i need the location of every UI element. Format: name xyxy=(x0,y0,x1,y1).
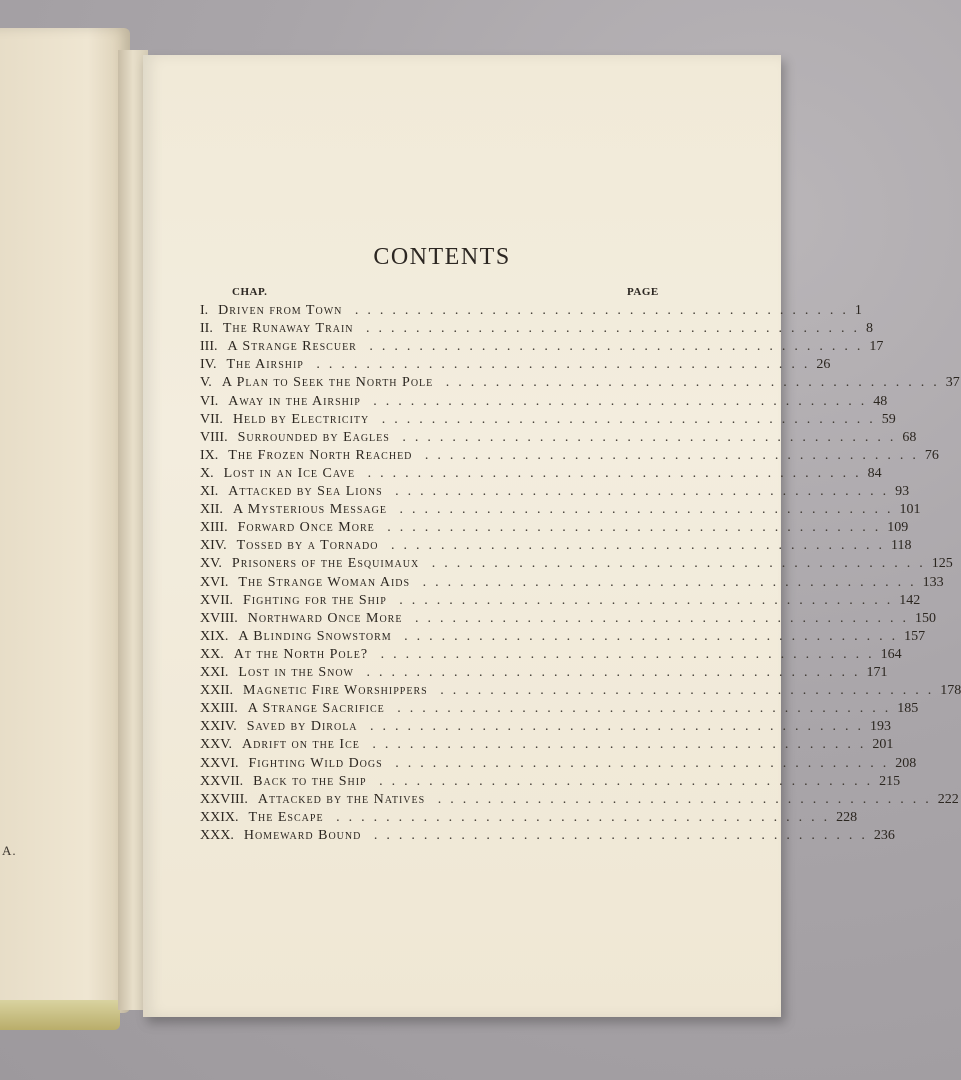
page-number: 157 xyxy=(904,628,926,644)
chapter-title-wrap xyxy=(222,375,946,391)
toc-entry xyxy=(200,484,910,502)
chapter-title-wrap xyxy=(249,810,837,826)
page-number: 222 xyxy=(937,791,959,807)
leader-dots: ........................................ xyxy=(323,809,837,825)
toc-entry xyxy=(200,520,909,538)
page-number: 164 xyxy=(880,646,902,662)
chapter-number: XXI. xyxy=(200,665,229,680)
page-number: 201 xyxy=(872,737,894,753)
chapter-number: V. xyxy=(200,375,212,391)
chapter-title: A Plan to Seek the North Pole xyxy=(221,375,434,391)
chapter-title: Driven from Town xyxy=(218,303,343,318)
leader-dots: ........................................ xyxy=(369,411,882,427)
left-page xyxy=(0,28,130,1013)
chapter-number: XII. xyxy=(200,502,223,518)
page-number: 171 xyxy=(866,665,888,680)
toc-entry xyxy=(200,321,874,339)
chapter-title: The Airship xyxy=(226,357,304,373)
leader-dots: ........................................ xyxy=(357,719,871,735)
chapter-number: XXVII. xyxy=(200,773,244,789)
chapter-title-wrap xyxy=(233,412,882,428)
chapter-number: IV. xyxy=(200,357,217,373)
page-number: 118 xyxy=(891,538,912,554)
left-page-text-fragment: A. xyxy=(2,843,17,858)
chapter-title-wrap xyxy=(243,593,899,609)
page-number: 84 xyxy=(867,465,882,481)
page-number: 133 xyxy=(922,574,944,590)
page-number: 193 xyxy=(870,719,892,735)
leader-dots: ........................................ xyxy=(412,447,925,463)
leader-dots: ........................................ xyxy=(386,592,900,608)
chapter-number: IX. xyxy=(200,447,219,463)
chapter-title: Forward Once More xyxy=(237,520,375,536)
page-number: 59 xyxy=(881,411,896,427)
chapter-number: XVII. xyxy=(200,592,234,608)
leader-dots: ........................................ xyxy=(382,484,896,499)
toc-entry xyxy=(200,646,902,665)
chapter-number: I. xyxy=(200,303,209,318)
leader-dots: ........................................ xyxy=(378,538,891,554)
page-number: 48 xyxy=(873,393,888,409)
toc-entry xyxy=(200,556,953,574)
chapter-number: VIII. xyxy=(200,429,228,445)
toc-entry xyxy=(200,827,895,846)
toc-entry xyxy=(200,465,882,484)
chapter-number: X. xyxy=(200,465,214,481)
chapter-title: A Strange Rescuer xyxy=(227,339,357,355)
chapter-title: Back to the Ship xyxy=(253,773,367,789)
page-number: 101 xyxy=(899,502,921,518)
chapter-title-wrap xyxy=(238,575,922,591)
chapter-title-wrap xyxy=(232,556,932,572)
chapter-title-wrap xyxy=(234,647,881,663)
chapter-title: Away in the Airship xyxy=(228,393,361,409)
leader-dots: ........................................ xyxy=(360,393,874,409)
page-number: 185 xyxy=(897,701,919,717)
chapter-title: Saved by Dirola xyxy=(246,719,358,735)
page-number: 142 xyxy=(899,592,921,608)
chapter-title: Prisoners of the Esquimaux xyxy=(231,556,420,572)
toc-entry xyxy=(200,339,884,357)
page-number: 178 xyxy=(940,683,961,699)
chapter-number: XIX. xyxy=(200,628,229,644)
page-number: 26 xyxy=(816,357,831,373)
page-number: 109 xyxy=(887,520,909,536)
chapter-title: Fighting for the Ship xyxy=(243,592,387,608)
page-number: 37 xyxy=(945,375,960,391)
chapter-title-wrap xyxy=(248,701,898,717)
page-column-header: PAGE xyxy=(627,286,659,298)
chapter-title-wrap xyxy=(238,430,903,446)
chapter-title-wrap xyxy=(238,520,888,536)
chapter-title-wrap xyxy=(253,774,879,790)
left-cover-edge xyxy=(0,1000,120,1030)
chapter-title-wrap xyxy=(228,484,895,500)
page-number: 208 xyxy=(895,755,917,771)
page-number: 228 xyxy=(836,809,858,825)
leader-dots: ........................................ xyxy=(410,574,923,590)
leader-dots: ........................................ xyxy=(384,701,898,717)
leader-dots: ........................................ xyxy=(342,303,855,318)
leader-dots: ........................................ xyxy=(427,683,941,699)
toc-entry xyxy=(200,683,961,701)
leader-dots: ........................................ xyxy=(354,665,867,680)
chapter-title-wrap xyxy=(226,357,816,373)
leader-dots: ........................................ xyxy=(391,628,905,644)
chapter-title-wrap xyxy=(247,719,870,735)
chapter-title: A Strange Sacrifice xyxy=(247,701,385,717)
toc-entry xyxy=(200,303,862,321)
chapter-title-wrap xyxy=(258,792,938,808)
toc-entry xyxy=(200,719,892,737)
page-number: 17 xyxy=(869,339,884,355)
chapter-title: A Blinding Snowstorm xyxy=(238,628,392,644)
leader-dots: ........................................ xyxy=(389,429,903,445)
chapter-column-header: CHAP. xyxy=(232,286,268,298)
chapter-number: XX. xyxy=(200,646,224,662)
leader-dots: ........................................ xyxy=(382,755,896,771)
chapter-number: XVI. xyxy=(200,574,229,590)
toc-entry xyxy=(200,538,912,556)
chapter-number: XV. xyxy=(200,556,222,572)
page-number: 236 xyxy=(873,827,895,843)
page-number: 93 xyxy=(895,484,910,499)
chapter-number: XVIII. xyxy=(200,610,238,626)
toc-entry xyxy=(200,628,926,647)
chapter-title-wrap xyxy=(218,303,855,319)
toc-entry xyxy=(200,791,959,810)
chapter-number: XXII. xyxy=(200,683,234,699)
toc-entry xyxy=(200,773,901,792)
leader-dots: ........................................ xyxy=(386,502,900,518)
chapter-number: VI. xyxy=(200,393,219,409)
chapter-title-wrap xyxy=(228,394,873,410)
page-number: 150 xyxy=(914,610,936,626)
chapter-number: II. xyxy=(200,321,213,337)
page-number: 68 xyxy=(902,429,917,445)
leader-dots: ........................................ xyxy=(356,339,870,355)
leader-dots: ........................................ xyxy=(433,375,946,391)
chapter-title: Northward Once More xyxy=(247,610,403,626)
chapter-title: Magnetic Fire Worshippers xyxy=(243,683,428,699)
chapter-number: XIV. xyxy=(200,538,227,554)
page-number: 1 xyxy=(854,303,862,318)
chapter-number: XXVIII. xyxy=(200,791,248,807)
chapter-title: Attacked by the Natives xyxy=(257,791,426,807)
chapter-title-wrap xyxy=(238,629,904,645)
page-number: 125 xyxy=(931,556,953,572)
leader-dots: ........................................ xyxy=(353,321,867,337)
leader-dots: ........................................ xyxy=(374,520,888,536)
leader-dots: ........................................ xyxy=(361,827,874,843)
chapter-title-wrap xyxy=(243,683,940,699)
leader-dots: ........................................ xyxy=(366,773,880,789)
leader-dots: ........................................ xyxy=(402,610,915,626)
chapter-title: Surrounded by Eagles xyxy=(237,429,390,445)
leader-dots: ........................................ xyxy=(425,791,938,807)
chapter-title-wrap xyxy=(238,665,866,681)
page-number: 76 xyxy=(924,447,939,463)
toc-entry xyxy=(200,701,919,719)
toc-entry xyxy=(200,737,894,755)
toc-entry xyxy=(200,502,921,520)
chapter-title: Held by Electricity xyxy=(232,411,370,427)
toc-entry xyxy=(200,809,858,828)
chapter-title-wrap xyxy=(248,611,915,627)
toc-entry xyxy=(200,447,939,466)
chapter-title: Lost in an Ice Cave xyxy=(223,465,356,481)
chapter-title: At the North Pole? xyxy=(233,646,369,662)
chapter-title-wrap xyxy=(224,466,868,482)
page-title: CONTENTS xyxy=(373,244,511,270)
toc-entry xyxy=(200,357,831,375)
toc-entry xyxy=(200,393,888,412)
toc-entry xyxy=(200,411,896,430)
leader-dots: ........................................ xyxy=(303,357,817,373)
chapter-number: VII. xyxy=(200,411,223,427)
chapter-title-wrap xyxy=(242,737,872,753)
chapter-title: Tossed by a Tornado xyxy=(236,538,379,554)
chapter-title: Adrift on the Ice xyxy=(242,737,360,753)
chapter-number: XXV. xyxy=(200,737,233,753)
page-number: 215 xyxy=(879,773,901,789)
page-number: 8 xyxy=(866,321,874,337)
chapter-title: Attacked by Sea Lions xyxy=(228,484,383,499)
chapter-title-wrap xyxy=(244,828,874,844)
toc-entry xyxy=(200,755,917,774)
leader-dots: ........................................ xyxy=(368,646,881,662)
chapter-title-wrap xyxy=(228,339,870,355)
chapter-number: XXX. xyxy=(200,827,234,843)
chapter-title: The Frozen North Reached xyxy=(228,447,413,463)
toc-entry xyxy=(200,665,888,683)
leader-dots: ........................................ xyxy=(359,737,873,753)
chapter-title-wrap xyxy=(237,538,891,554)
toc-entry xyxy=(200,429,917,448)
chapter-number: III. xyxy=(200,339,218,355)
leader-dots: ........................................ xyxy=(419,556,932,572)
toc-entry xyxy=(200,610,936,629)
chapter-title: A Mysterious Message xyxy=(232,502,387,518)
chapter-number: XXIX. xyxy=(200,809,239,825)
toc-entry xyxy=(200,574,944,593)
chapter-number: XXIV. xyxy=(200,719,237,735)
toc-entry xyxy=(200,375,960,393)
chapter-title-wrap xyxy=(233,502,900,518)
chapter-number: XI. xyxy=(200,484,219,499)
chapter-title: Lost in the Snow xyxy=(238,665,354,680)
chapter-title: The Runaway Train xyxy=(222,321,354,337)
chapter-number: XXVI. xyxy=(200,755,239,771)
chapter-title-wrap xyxy=(228,448,925,464)
leader-dots: ........................................ xyxy=(355,465,868,481)
chapter-title: Homeward Bound xyxy=(243,827,362,843)
chapter-title: The Strange Woman Aids xyxy=(238,574,411,590)
chapter-number: XXIII. xyxy=(200,701,238,717)
chapter-number: XIII. xyxy=(200,520,228,536)
chapter-title-wrap xyxy=(249,756,896,772)
toc-entry xyxy=(200,592,921,611)
chapter-title: The Escape xyxy=(248,809,324,825)
chapter-title: Fighting Wild Dogs xyxy=(248,755,383,771)
chapter-title-wrap xyxy=(223,321,866,337)
